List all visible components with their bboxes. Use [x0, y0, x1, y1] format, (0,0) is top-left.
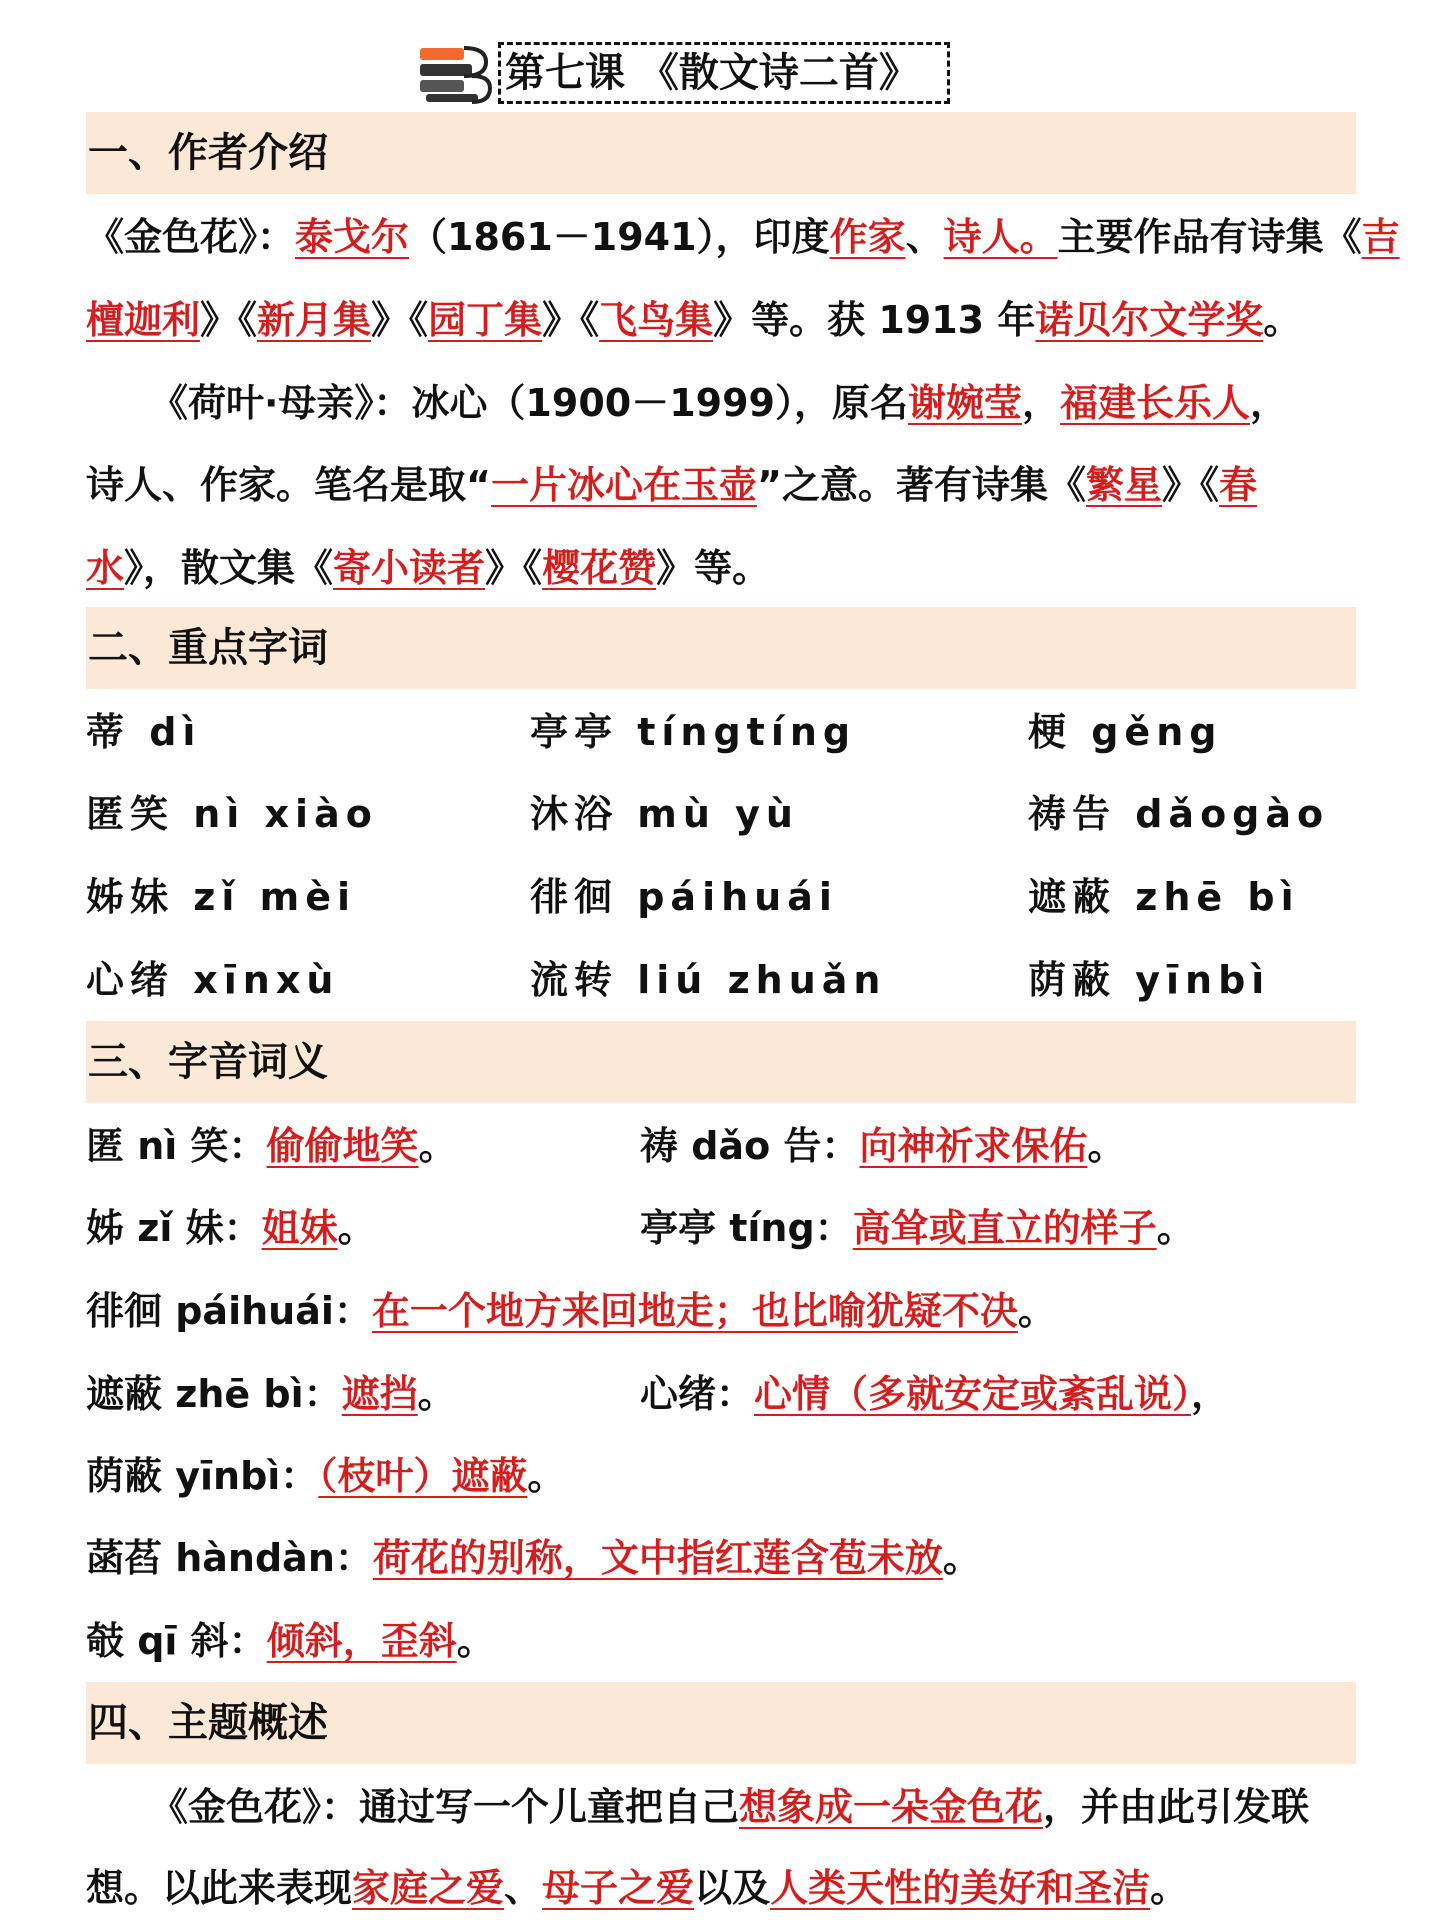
author-line-2: 檀迦利》《新月集》《园丁集》《飞鸟集》等。获 1913 年诺贝尔文学奖。: [86, 298, 1302, 342]
vocab-item: 蒂 dì: [86, 710, 202, 754]
vocab-item: 流转 liú zhuǎn: [530, 958, 887, 1002]
vocab-item: 梗 gěng: [1028, 710, 1223, 754]
author-line-1: 《金色花》：泰戈尔（1861－1941），印度作家、诗人。主要作品有诗集《吉: [86, 215, 1400, 259]
meaning-item: 遮蔽 zhē bì：遮挡。: [86, 1372, 456, 1416]
vocab-item: 沐浴 mù yù: [530, 792, 799, 836]
meaning-item: 徘徊 páihuái：在一个地方来回地走；也比喻犹疑不决。: [86, 1289, 1056, 1333]
vocab-item: 心绪 xīnxù: [86, 958, 340, 1002]
vocab-item: 姊妹 zǐ mèi: [86, 875, 356, 919]
vocab-item: 荫蔽 yīnbì: [1028, 958, 1271, 1002]
section-heading-vocab: 二、重点字词: [86, 607, 1356, 689]
author-line-4: 诗人、作家。笔名是取“一片冰心在玉壶”之意。著有诗集《繁星》《春: [86, 463, 1258, 507]
theme-line-2: 想。以此来表现家庭之爱、母子之爱以及人类天性的美好和圣洁。: [86, 1866, 1189, 1910]
meaning-item: 菡萏 hàndàn：荷花的别称，文中指红莲含苞未放。: [86, 1536, 981, 1580]
page-title: 第七课 《散文诗二首》: [498, 42, 950, 104]
meaning-item: 亭亭 tíng：高耸或直立的样子。: [640, 1206, 1195, 1250]
section-heading-author: 一、作者介绍: [86, 112, 1356, 194]
meaning-item: 荫蔽 yīnbì：（枝叶）遮蔽。: [86, 1454, 566, 1498]
vocab-item: 匿笑 nì xiào: [86, 792, 378, 836]
vocab-item: 遮蔽 zhē bì: [1028, 875, 1300, 919]
vocab-item: 徘徊 páihuái: [530, 875, 838, 919]
title-header: [0, 42, 1440, 106]
meaning-item: 心绪：心情（多就安定或紊乱说），: [640, 1372, 1230, 1416]
meaning-item: 攲 qī 斜：倾斜，歪斜。: [86, 1619, 495, 1663]
meaning-item: 祷 dǎo 告：向神祈求保佑。: [640, 1124, 1126, 1168]
books-logo-icon: [418, 46, 492, 104]
section-heading-meanings: 三、字音词义: [86, 1021, 1356, 1103]
meaning-item: 匿 nì 笑：偷偷地笑。: [86, 1124, 457, 1168]
theme-line-1: 《金色花》：通过写一个儿童把自己想象成一朵金色花，并由此引发联: [150, 1785, 1310, 1829]
vocab-item: 祷告 dǎogào: [1028, 792, 1330, 836]
vocab-item: 亭亭 tíngtíng: [530, 710, 857, 754]
author-line-3: 《荷叶·母亲》：冰心（1900－1999），原名谢婉莹，福建长乐人，: [150, 381, 1289, 425]
meaning-item: 姊 zǐ 妹：姐妹。: [86, 1206, 376, 1250]
section-heading-theme: 四、主题概述: [86, 1682, 1356, 1764]
author-line-5: 水》，散文集《寄小读者》《樱花赞》等。: [86, 546, 771, 590]
